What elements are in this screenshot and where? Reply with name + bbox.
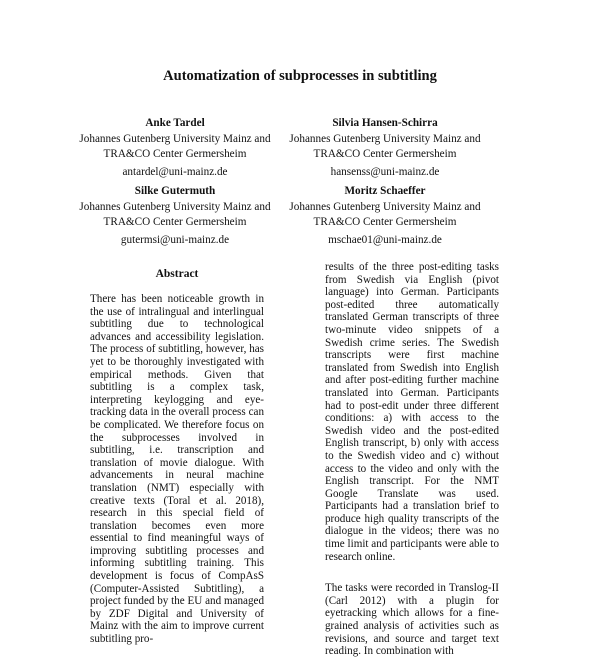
paper-title: Automatization of subprocesses in subtitling (163, 68, 437, 84)
right-column (325, 261, 499, 658)
author-block (65, 184, 285, 248)
author-name: Anke Tardel (145, 117, 205, 129)
author-block (275, 116, 495, 180)
left-column (90, 293, 264, 646)
body-paragraph: The tasks were recorded in Translog-II (Carl 2012) with a plugin for eyetracking which allows for a fine-grained analysis of activities such as revisions, and source and target text reading. In combination with (325, 582, 499, 658)
author-name: Moritz Schaeffer (344, 185, 426, 197)
author-name: Silvia Hansen-Schirra (332, 117, 438, 129)
author-affiliation: TRA&CO Center Germersheim (103, 216, 247, 228)
author-affiliation: TRA&CO Center Germersheim (313, 216, 457, 228)
author-affiliation: Johannes Gutenberg University Mainz and (79, 132, 271, 145)
author-affiliation: Johannes Gutenberg University Mainz and (289, 132, 481, 145)
abstract-text: There has been noticeable growth in the use of intralingual and interlingual subtitling due to technological advances and accessibility legislation. The process of subtitling, however, has yet to be thoroughly investigated with empirical methods. Given that subtitling is a complex task, interpreting keylogging and eye-tracking data in the overall process can be complicated. We therefore focus on the subprocesses involved in subtitling, i.e. transcription and translation of movie dialogue. With advancements in neural machine translation (NMT) especially with creative texts (Toral et al. 2018), research in this special field of translation becomes even more essential to find meaningful ways of improving subtitling processes and informing subtitling training. This development is focus of CompAsS (Computer-Assisted Subtitling), a project funded by the EU and managed by ZDF Digital and University of Mainz with the aim to improve current subtitling pro- (90, 293, 264, 646)
author-affiliation: TRA&CO Center Germersheim (313, 148, 457, 160)
author-email: antardel@uni-mainz.de (122, 165, 228, 178)
author-affiliation: TRA&CO Center Germersheim (103, 148, 247, 160)
body-paragraph: results of the three post-editing tasks from Swedish via English (pivot language) into German. Participants post-edited three automatically translated German transcripts of three two-minute video snippets of a Swedish crime series. The Swedish transcripts were first machine translated from Swedish into English and after post-editing further machine translated into German. Participants had to post-edit under three different conditions: a) with access to the Swedish video and the post-edited English transcript, b) only with access to the Swedish video and c) without access to the video and only with the English transcript. For the NMT Google Translate was used. Participants had a translation brief to produce high quality transcripts of the dialogue in the videos; there was no time limit and participants were able to research online. (325, 261, 499, 563)
author-email: mschae01@uni-mainz.de (328, 233, 442, 246)
author-affiliation: Johannes Gutenberg University Mainz and (79, 200, 271, 213)
author-email: gutermsi@uni-mainz.de (120, 233, 230, 246)
author-name: Silke Gutermuth (134, 185, 216, 197)
author-block (275, 184, 495, 248)
author-affiliation: Johannes Gutenberg University Mainz and (289, 200, 481, 213)
author-block (65, 116, 285, 180)
author-email: hansenss@uni-mainz.de (330, 165, 440, 178)
abstract-heading: Abstract (155, 268, 199, 280)
